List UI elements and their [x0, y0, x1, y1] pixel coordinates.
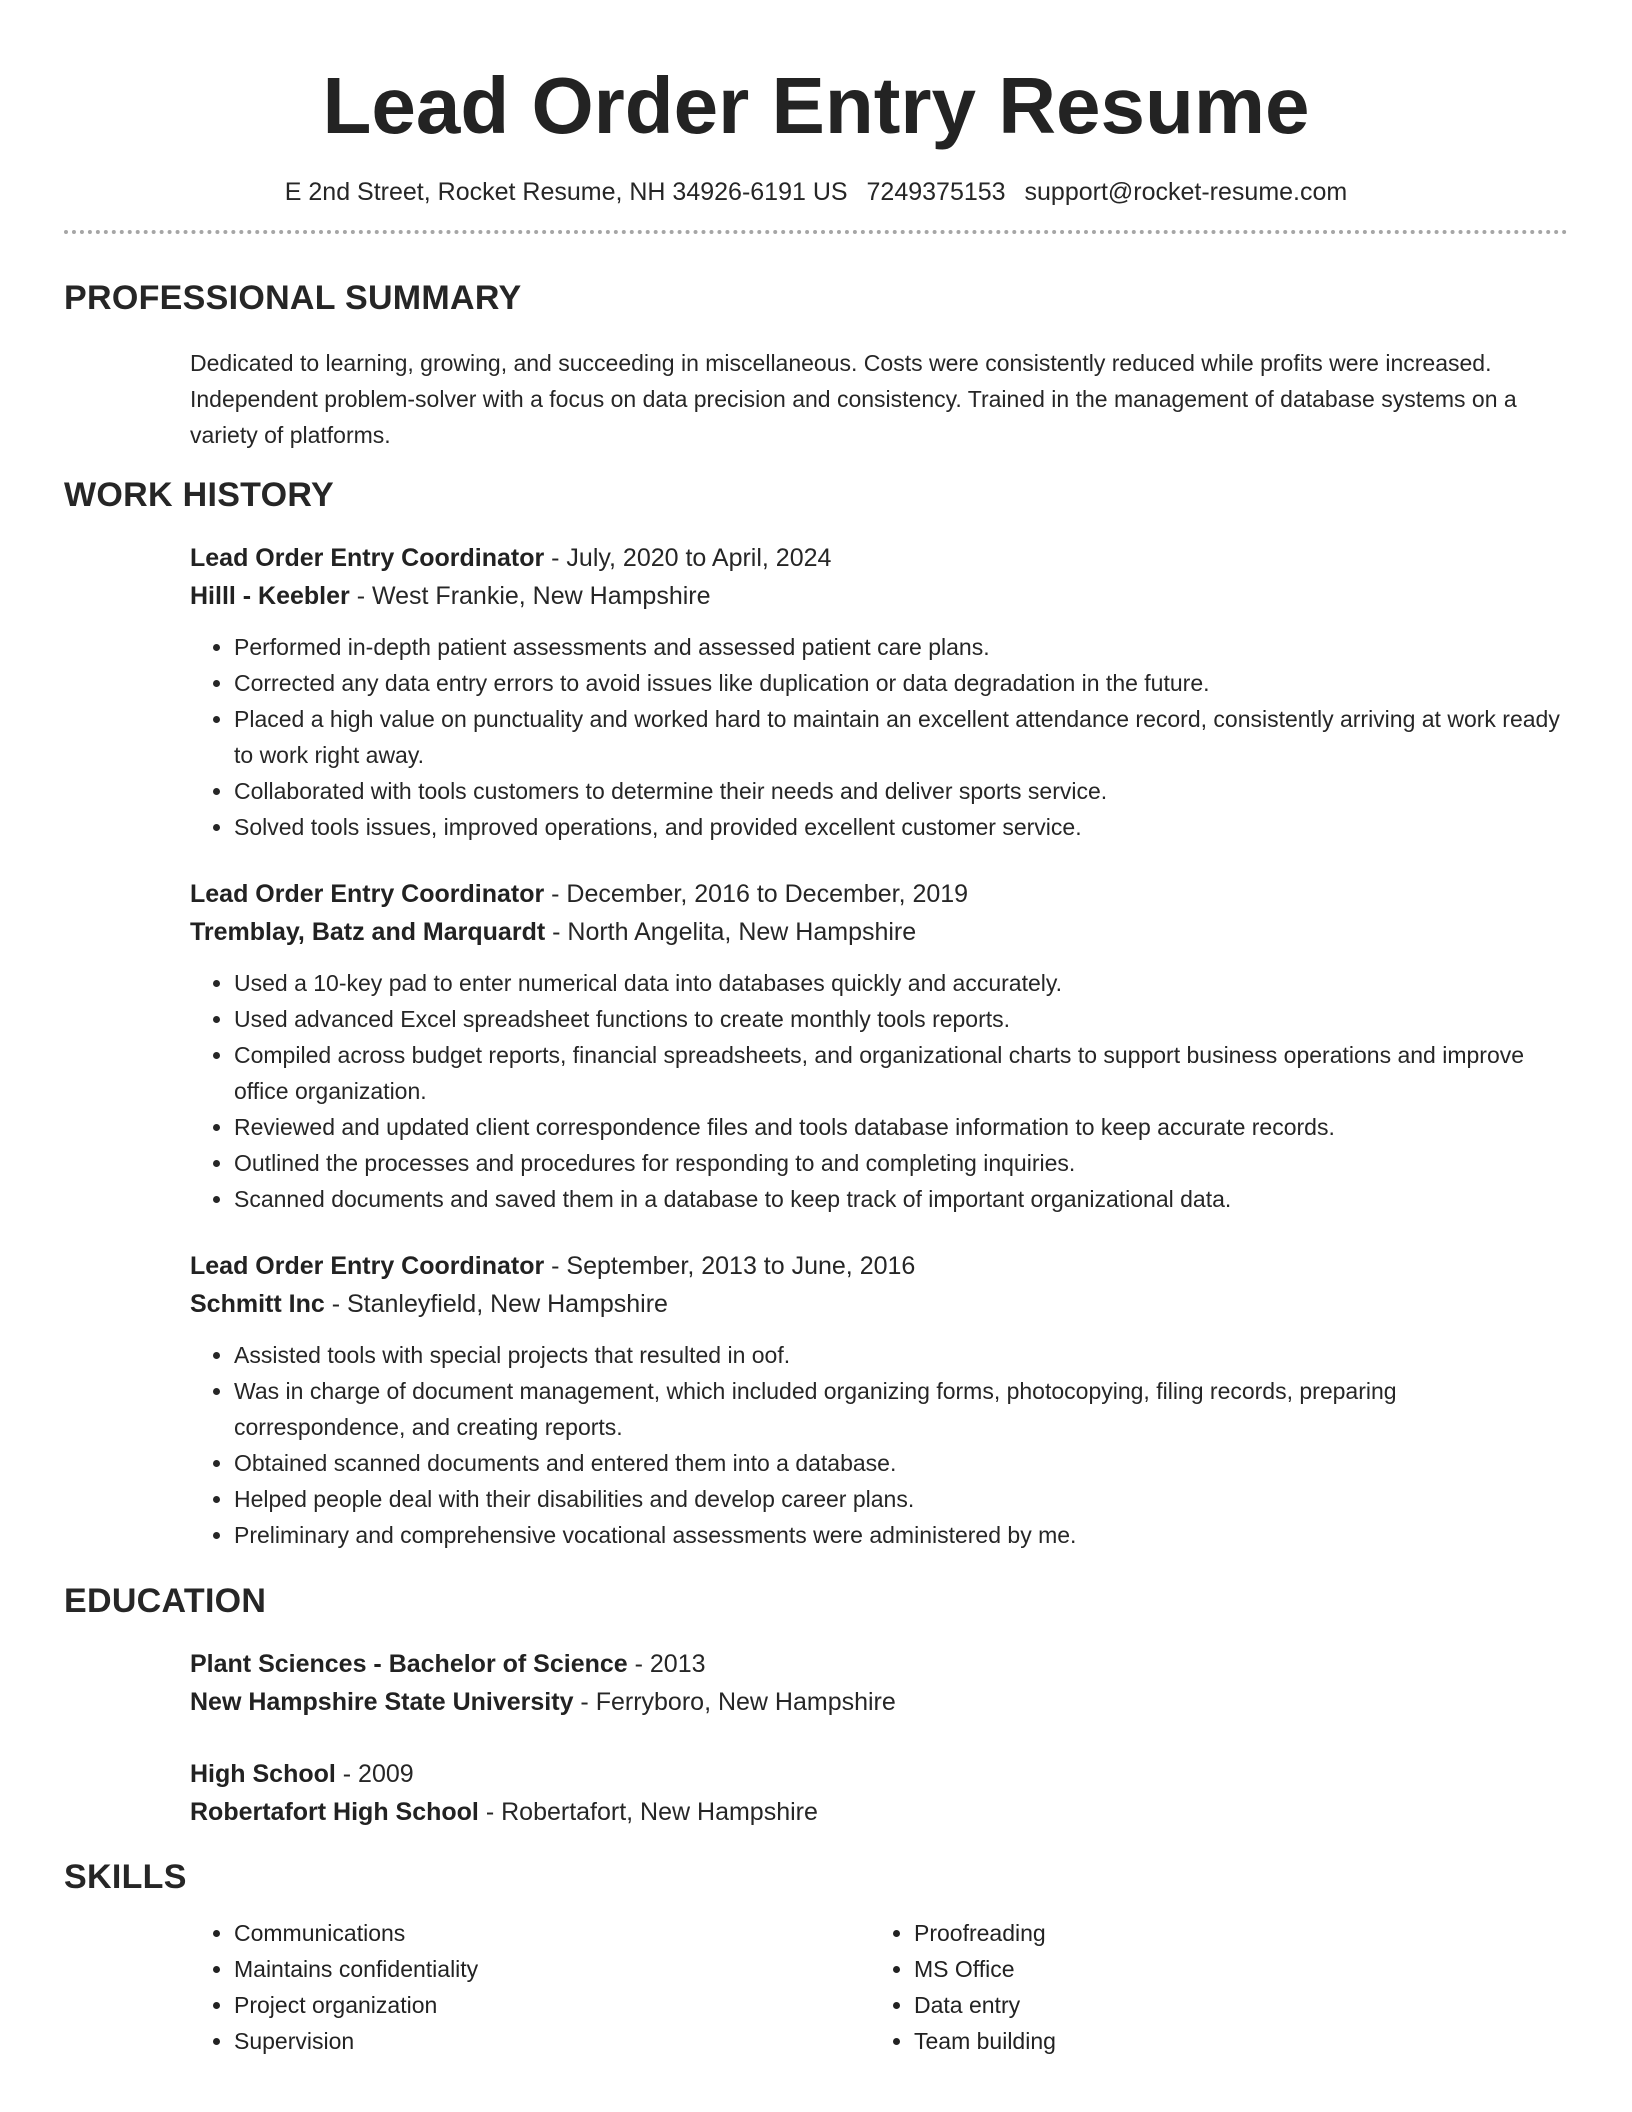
- degree-year: - 2009: [335, 1760, 414, 1788]
- job-title-line: [190, 1247, 1568, 1285]
- job-company-line: [190, 1285, 1568, 1323]
- list-item: • Preliminary and comprehensive vocational assessments were administered by me.: [234, 1517, 1568, 1553]
- job-role: Lead Order Entry Coordinator: [190, 544, 545, 572]
- list-item: • Obtained scanned documents and entered them into a database.: [234, 1445, 1568, 1481]
- list-item: • Was in charge of document management, which included organizing forms, photocopying, filing records, preparing correspondence, and creating reports.: [234, 1373, 1568, 1445]
- education-entry: [190, 1645, 1568, 1721]
- job-entry: [190, 1247, 1568, 1553]
- skill-item: • Communications: [234, 1915, 870, 1951]
- degree-year: - 2013: [627, 1650, 706, 1678]
- school: Robertafort High School: [190, 1798, 479, 1826]
- job-company: Tremblay, Batz and Marquardt: [190, 918, 546, 946]
- summary-heading: PROFESSIONAL SUMMARY: [64, 279, 522, 317]
- list-item: • Used a 10-key pad to enter numerical data into databases quickly and accurately.: [234, 965, 1568, 1001]
- list-item: • Scanned documents and saved them in a database to keep track of important organizational data.: [234, 1181, 1568, 1217]
- job-location: - North Angelita, New Hampshire: [545, 918, 917, 946]
- contact-line: [64, 176, 1568, 208]
- skill-item: • Team building: [914, 2023, 1550, 2059]
- school-line: [190, 1683, 1568, 1721]
- job-dates: - September, 2013 to June, 2016: [544, 1252, 916, 1280]
- list-item: • Assisted tools with special projects that resulted in oof.: [234, 1337, 1568, 1373]
- resume-title: Lead Order Entry Resume: [322, 61, 1310, 150]
- summary-text: Dedicated to learning, growing, and succeeding in miscellaneous. Costs were consistently reduced while profits were increased. Independent problem-solver with a focus on data precision and consistency. Trained in the management of database systems on a variety of platforms.: [190, 350, 1517, 448]
- list-item: • Placed a high value on punctuality and worked hard to maintain an excellent attendance record, consistently arriving at work ready to work right away.: [234, 701, 1568, 773]
- job-location: - Stanleyfield, New Hampshire: [324, 1290, 668, 1318]
- list-item: • Performed in-depth patient assessments and assessed patient care plans.: [234, 629, 1568, 665]
- job-company-line: [190, 913, 1568, 951]
- job-location: - West Frankie, New Hampshire: [349, 582, 711, 610]
- skill-item: • Proofreading: [914, 1915, 1550, 1951]
- job-dates: - July, 2020 to April, 2024: [544, 544, 832, 572]
- school-location: - Ferryboro, New Hampshire: [573, 1688, 896, 1716]
- degree: Plant Sciences - Bachelor of Science: [190, 1650, 628, 1678]
- education-heading: EDUCATION: [64, 1582, 267, 1620]
- resume-page: [64, 0, 1568, 2059]
- job-bullets: [190, 1337, 1568, 1553]
- job-title-line: [190, 875, 1568, 913]
- skill-item: • Project organization: [234, 1987, 870, 2023]
- skill-item: • Supervision: [234, 2023, 870, 2059]
- list-item: • Corrected any data entry errors to avoid issues like duplication or data degradation in the future.: [234, 665, 1568, 701]
- list-item: • Used advanced Excel spreadsheet functions to create monthly tools reports.: [234, 1001, 1568, 1037]
- list-item: • Outlined the processes and procedures for responding to and completing inquiries.: [234, 1145, 1568, 1181]
- degree: High School: [190, 1760, 336, 1788]
- job-role: Lead Order Entry Coordinator: [190, 880, 545, 908]
- school-line: [190, 1793, 1568, 1831]
- contact-address: E 2nd Street, Rocket Resume, NH 34926-6191 US: [284, 178, 848, 206]
- contact-email: support@rocket-resume.com: [1024, 178, 1348, 206]
- job-bullets: [190, 965, 1568, 1217]
- school-location: - Robertafort, New Hampshire: [478, 1798, 818, 1826]
- skill-item: • MS Office: [914, 1951, 1550, 1987]
- work-history-heading: WORK HISTORY: [64, 476, 334, 514]
- school: New Hampshire State University: [190, 1688, 574, 1716]
- job-company: Hilll - Keebler: [190, 582, 350, 610]
- skill-item: • Maintains confidentiality: [234, 1951, 870, 1987]
- job-bullets: [190, 629, 1568, 845]
- skill-item: • Data entry: [914, 1987, 1550, 2023]
- job-company-line: [190, 577, 1568, 615]
- skills-column-right: [870, 1915, 1550, 2059]
- list-item: • Compiled across budget reports, financial spreadsheets, and organizational charts to support business operations and improve office organization.: [234, 1037, 1568, 1109]
- degree-line: [190, 1645, 1568, 1683]
- job-role: Lead Order Entry Coordinator: [190, 1252, 545, 1280]
- job-entry: [190, 539, 1568, 845]
- skills-heading: SKILLS: [64, 1858, 187, 1896]
- list-item: • Solved tools issues, improved operations, and provided excellent customer service.: [234, 809, 1568, 845]
- skills-list: [190, 1915, 1568, 2059]
- header-divider: [64, 230, 1568, 234]
- job-entry: [190, 875, 1568, 1217]
- job-company: Schmitt Inc: [190, 1290, 325, 1318]
- skills-column-left: [190, 1915, 870, 2059]
- list-item: • Helped people deal with their disabilities and develop career plans.: [234, 1481, 1568, 1517]
- job-dates: - December, 2016 to December, 2019: [544, 880, 969, 908]
- list-item: • Reviewed and updated client correspondence files and tools database information to keep accurate records.: [234, 1109, 1568, 1145]
- job-title-line: [190, 539, 1568, 577]
- list-item: • Collaborated with tools customers to determine their needs and deliver sports service.: [234, 773, 1568, 809]
- education-entry: [190, 1755, 1568, 1831]
- degree-line: [190, 1755, 1568, 1793]
- contact-phone: 7249375153: [866, 178, 1006, 206]
